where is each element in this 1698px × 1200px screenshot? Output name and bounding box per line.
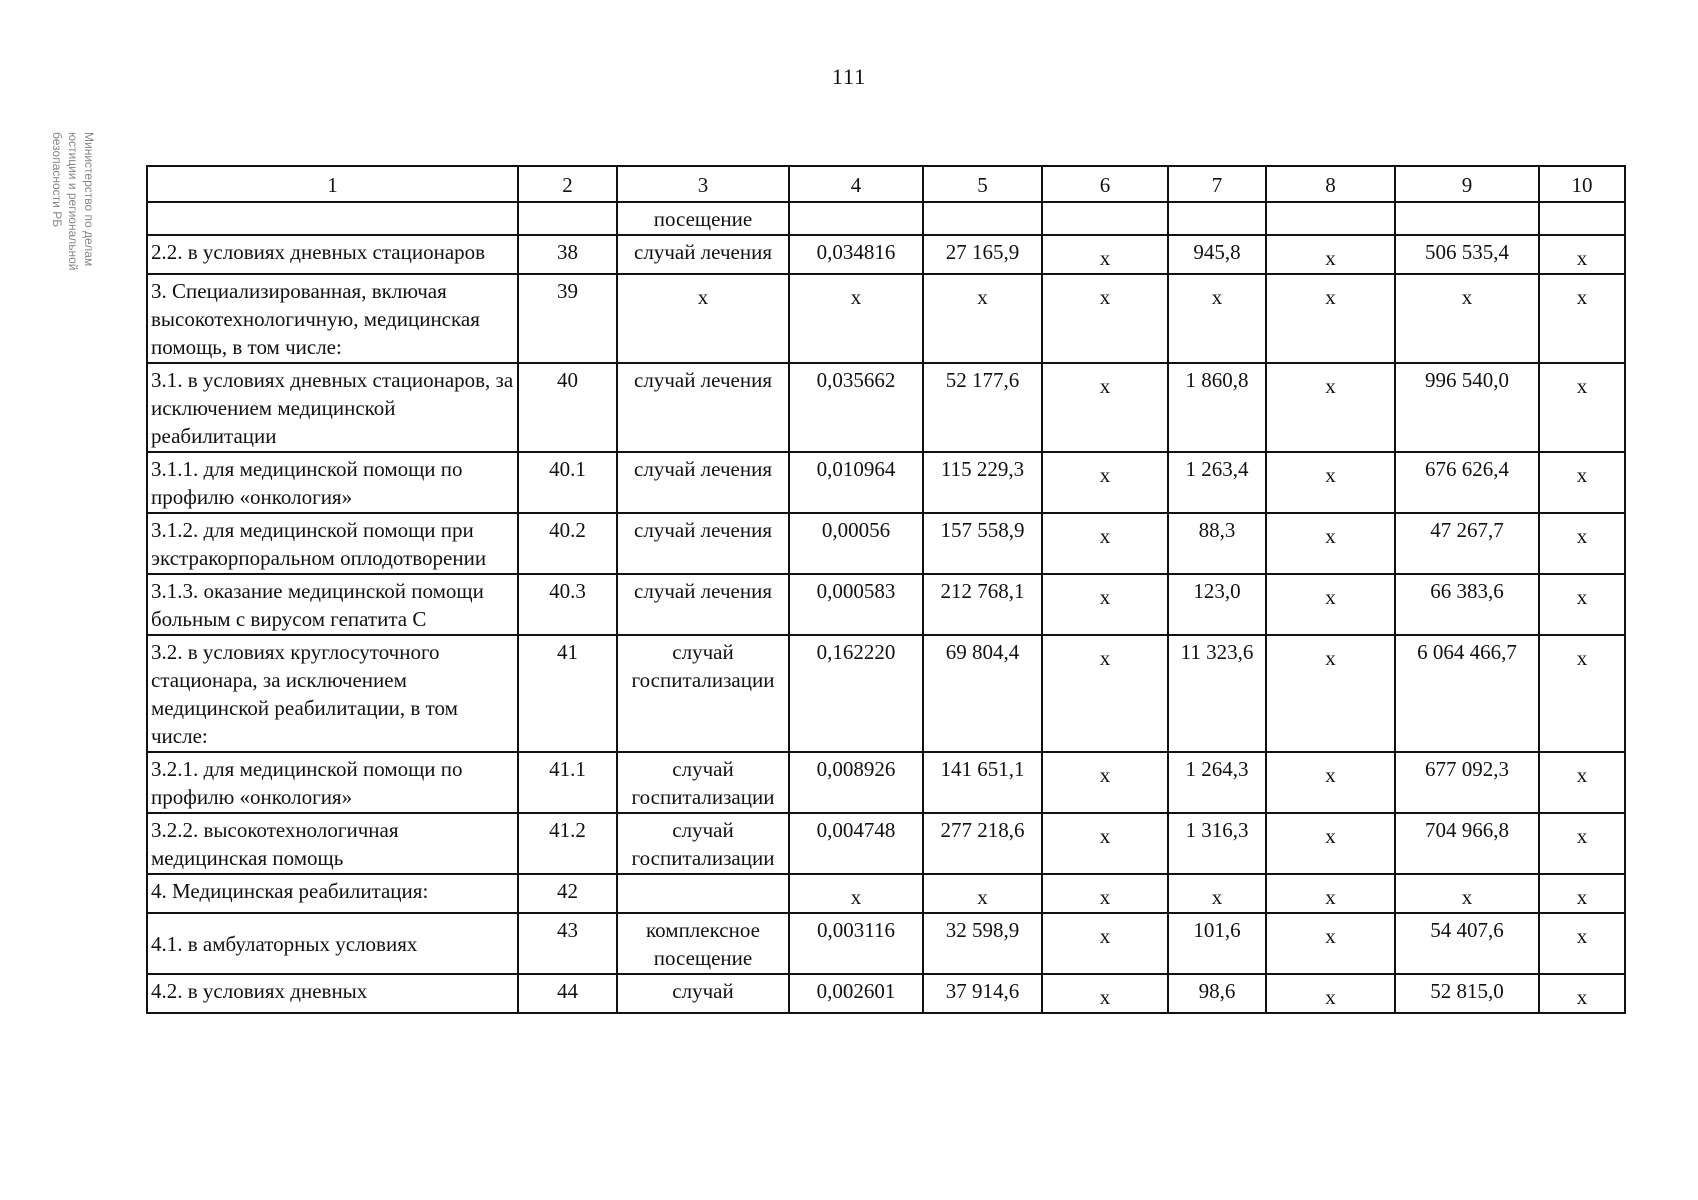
row-value-cell: 0,004748 <box>789 813 923 874</box>
row-value-cell: х <box>1168 274 1266 363</box>
row-value-cell: х <box>1395 874 1539 913</box>
row-value-cell: 11 323,6 <box>1168 635 1266 752</box>
header-cell: 10 <box>1539 166 1625 202</box>
table-row <box>147 813 1625 874</box>
row-value-cell: 88,3 <box>1168 513 1266 574</box>
row-name-cell: 4.1. в амбулаторных условиях <box>147 913 518 974</box>
row-unit-cell: х <box>617 274 789 363</box>
row-unit-cell: случай <box>617 974 789 1013</box>
row-value-cell: х <box>789 874 923 913</box>
row-value-cell: х <box>1539 452 1625 513</box>
row-code-cell: 41.2 <box>518 813 617 874</box>
row-unit-cell: случай лечения <box>617 513 789 574</box>
row-unit-cell: случай госпитализации <box>617 813 789 874</box>
row-code-cell: 40.3 <box>518 574 617 635</box>
row-value-cell: 157 558,9 <box>923 513 1042 574</box>
row-value-cell: х <box>1042 274 1168 363</box>
row-value-cell: х <box>923 274 1042 363</box>
row-value-cell <box>1539 202 1625 235</box>
row-value-cell: 0,010964 <box>789 452 923 513</box>
row-value-cell: х <box>1266 513 1395 574</box>
table-row <box>147 752 1625 813</box>
row-name-cell: 3. Специализированная, включая высокотехнологичную, медицинская помощь, в том числе: <box>147 274 518 363</box>
row-value-cell <box>1168 202 1266 235</box>
row-value-cell: х <box>1042 235 1168 274</box>
row-name-cell: 4. Медицинская реабилитация: <box>147 874 518 913</box>
row-value-cell: 0,000583 <box>789 574 923 635</box>
row-value-cell <box>1042 202 1168 235</box>
data-table <box>146 165 1626 1014</box>
row-value-cell: х <box>1042 974 1168 1013</box>
row-value-cell: 54 407,6 <box>1395 913 1539 974</box>
row-value-cell: х <box>1266 274 1395 363</box>
row-code-cell: 40.2 <box>518 513 617 574</box>
row-value-cell: 1 316,3 <box>1168 813 1266 874</box>
row-value-cell: х <box>1266 635 1395 752</box>
row-code-cell: 44 <box>518 974 617 1013</box>
row-value-cell: х <box>1042 513 1168 574</box>
table-row <box>147 202 1625 235</box>
table-row <box>147 274 1625 363</box>
header-cell: 7 <box>1168 166 1266 202</box>
row-value-cell: 115 229,3 <box>923 452 1042 513</box>
row-unit-cell: посещение <box>617 202 789 235</box>
row-value-cell: 141 651,1 <box>923 752 1042 813</box>
row-value-cell: 66 383,6 <box>1395 574 1539 635</box>
row-value-cell: х <box>1539 574 1625 635</box>
header-cell: 9 <box>1395 166 1539 202</box>
row-code-cell: 42 <box>518 874 617 913</box>
row-code-cell: 39 <box>518 274 617 363</box>
row-value-cell: 6 064 466,7 <box>1395 635 1539 752</box>
table-row <box>147 363 1625 452</box>
row-value-cell: х <box>1539 752 1625 813</box>
row-value-cell: х <box>1168 874 1266 913</box>
page-number: 111 <box>831 64 867 89</box>
row-name-cell: 2.2. в условиях дневных стационаров <box>147 235 518 274</box>
row-name-cell: 4.2. в условиях дневных <box>147 974 518 1013</box>
row-code-cell: 38 <box>518 235 617 274</box>
row-value-cell: х <box>1266 874 1395 913</box>
row-name-cell: 3.1.1. для медицинской помощи по профилю «онкология» <box>147 452 518 513</box>
row-value-cell: 0,034816 <box>789 235 923 274</box>
side-stamp-line-3: безопасности РБ <box>50 132 64 228</box>
row-value-cell: х <box>1539 813 1625 874</box>
row-unit-cell: комплексное посещение <box>617 913 789 974</box>
row-value-cell: 47 267,7 <box>1395 513 1539 574</box>
row-value-cell: х <box>1042 913 1168 974</box>
row-value-cell: х <box>1266 574 1395 635</box>
row-value-cell: х <box>1266 974 1395 1013</box>
row-value-cell: 0,162220 <box>789 635 923 752</box>
row-name-cell: 3.1.2. для медицинской помощи при экстракорпоральном оплодотворении <box>147 513 518 574</box>
row-value-cell: 0,008926 <box>789 752 923 813</box>
row-value-cell: 1 263,4 <box>1168 452 1266 513</box>
header-row <box>147 166 1625 202</box>
row-unit-cell: случай госпитализации <box>617 635 789 752</box>
row-value-cell: 676 626,4 <box>1395 452 1539 513</box>
table-row <box>147 635 1625 752</box>
row-value-cell <box>789 202 923 235</box>
row-value-cell: 123,0 <box>1168 574 1266 635</box>
header-cell: 3 <box>617 166 789 202</box>
row-unit-cell <box>617 874 789 913</box>
side-stamp-line-2: юстиции и региональной <box>66 132 80 271</box>
table-row <box>147 574 1625 635</box>
row-value-cell: 945,8 <box>1168 235 1266 274</box>
row-value-cell: х <box>1539 874 1625 913</box>
row-value-cell: х <box>1266 363 1395 452</box>
row-value-cell: 32 598,9 <box>923 913 1042 974</box>
table-row <box>147 913 1625 974</box>
table-row <box>147 452 1625 513</box>
row-code-cell: 41.1 <box>518 752 617 813</box>
row-value-cell <box>1395 202 1539 235</box>
row-value-cell: 0,035662 <box>789 363 923 452</box>
row-value-cell: 996 540,0 <box>1395 363 1539 452</box>
row-value-cell: 677 092,3 <box>1395 752 1539 813</box>
row-unit-cell: случай госпитализации <box>617 752 789 813</box>
row-value-cell: х <box>1395 274 1539 363</box>
header-cell: 5 <box>923 166 1042 202</box>
row-code-cell: 40 <box>518 363 617 452</box>
row-value-cell: х <box>1042 752 1168 813</box>
row-value-cell: 52 177,6 <box>923 363 1042 452</box>
row-value-cell: х <box>1266 752 1395 813</box>
row-value-cell: 27 165,9 <box>923 235 1042 274</box>
row-value-cell: 212 768,1 <box>923 574 1042 635</box>
row-unit-cell: случай лечения <box>617 363 789 452</box>
row-value-cell: 506 535,4 <box>1395 235 1539 274</box>
row-value-cell: х <box>1042 813 1168 874</box>
header-cell: 1 <box>147 166 518 202</box>
row-name-cell: 3.2. в условиях круглосуточного стационара, за исключением медицинской реабилитации, в том числе: <box>147 635 518 752</box>
header-cell: 6 <box>1042 166 1168 202</box>
row-value-cell: х <box>1266 235 1395 274</box>
row-unit-cell: случай лечения <box>617 452 789 513</box>
row-name-cell: 3.2.2. высокотехнологичная медицинская помощь <box>147 813 518 874</box>
row-code-cell: 43 <box>518 913 617 974</box>
row-value-cell: х <box>1539 974 1625 1013</box>
row-value-cell: х <box>923 874 1042 913</box>
row-value-cell: 52 815,0 <box>1395 974 1539 1013</box>
side-stamp-line-1: Министерство по делам <box>82 132 96 267</box>
row-name-cell: 3.2.1. для медицинской помощи по профилю «онкология» <box>147 752 518 813</box>
row-value-cell: х <box>1539 274 1625 363</box>
row-value-cell: 37 914,6 <box>923 974 1042 1013</box>
row-name-cell: 3.1.3. оказание медицинской помощи больным с вирусом гепатита С <box>147 574 518 635</box>
row-value-cell <box>923 202 1042 235</box>
row-value-cell: 0,002601 <box>789 974 923 1013</box>
header-cell: 2 <box>518 166 617 202</box>
row-value-cell: 1 264,3 <box>1168 752 1266 813</box>
row-value-cell: х <box>1539 913 1625 974</box>
table-row <box>147 513 1625 574</box>
row-unit-cell: случай лечения <box>617 574 789 635</box>
table-row <box>147 974 1625 1013</box>
row-value-cell: х <box>1539 363 1625 452</box>
row-value-cell: 69 804,4 <box>923 635 1042 752</box>
row-value-cell: х <box>1042 452 1168 513</box>
row-value-cell: х <box>1042 874 1168 913</box>
row-value-cell: 98,6 <box>1168 974 1266 1013</box>
table-row <box>147 235 1625 274</box>
header-cell: 4 <box>789 166 923 202</box>
row-value-cell: 704 966,8 <box>1395 813 1539 874</box>
row-value-cell: х <box>1042 574 1168 635</box>
row-code-cell: 40.1 <box>518 452 617 513</box>
row-value-cell: х <box>1042 363 1168 452</box>
row-value-cell: х <box>789 274 923 363</box>
row-value-cell: х <box>1266 452 1395 513</box>
row-value-cell: 277 218,6 <box>923 813 1042 874</box>
row-name-cell <box>147 202 518 235</box>
row-unit-cell: случай лечения <box>617 235 789 274</box>
row-value-cell: х <box>1539 235 1625 274</box>
row-code-cell <box>518 202 617 235</box>
row-value-cell: 0,003116 <box>789 913 923 974</box>
row-value-cell: 1 860,8 <box>1168 363 1266 452</box>
row-value-cell: х <box>1539 513 1625 574</box>
row-value-cell: 101,6 <box>1168 913 1266 974</box>
header-cell: 8 <box>1266 166 1395 202</box>
row-value-cell <box>1266 202 1395 235</box>
table-row <box>147 874 1625 913</box>
row-value-cell: х <box>1539 635 1625 752</box>
row-value-cell: 0,00056 <box>789 513 923 574</box>
side-stamp <box>22 132 112 322</box>
row-value-cell: х <box>1266 913 1395 974</box>
row-value-cell: х <box>1042 635 1168 752</box>
row-name-cell: 3.1. в условиях дневных стационаров, за исключением медицинской реабилитации <box>147 363 518 452</box>
row-value-cell: х <box>1266 813 1395 874</box>
row-code-cell: 41 <box>518 635 617 752</box>
